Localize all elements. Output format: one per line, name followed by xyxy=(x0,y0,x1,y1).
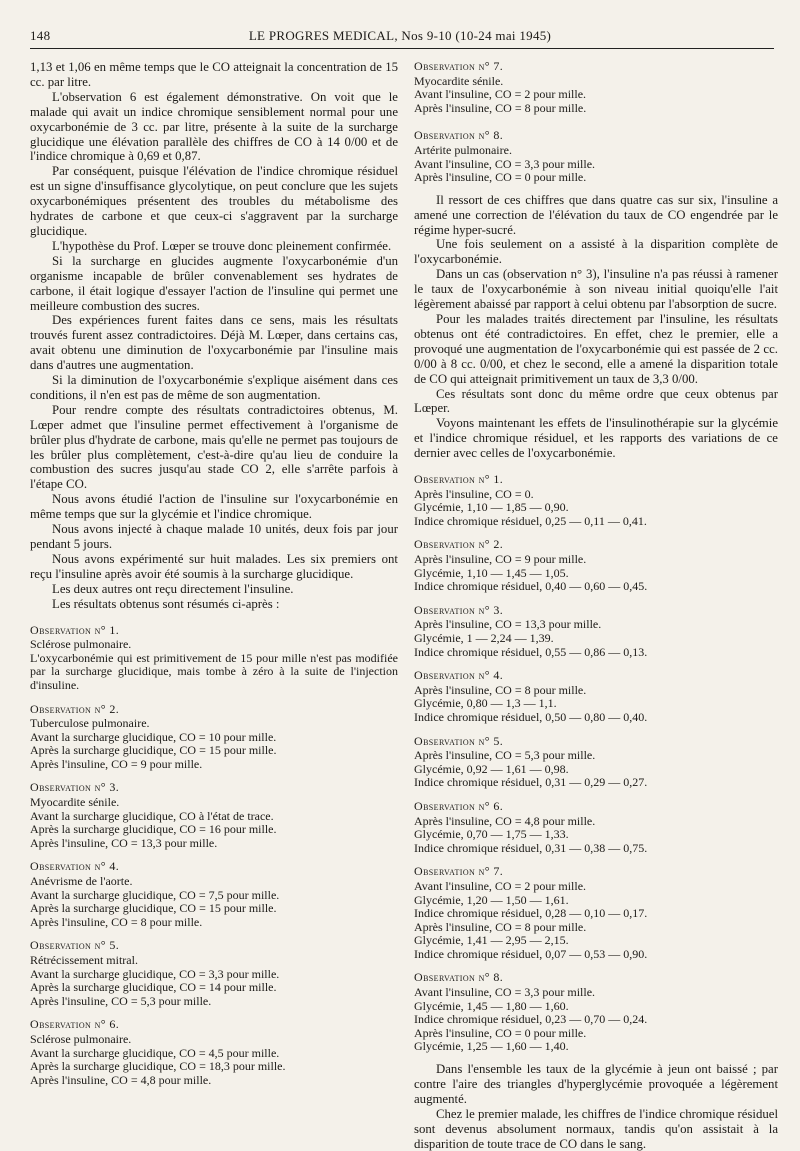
observation-line: Après l'insuline, CO = 0 pour mille. xyxy=(414,170,587,185)
observation-title: Observation n° 8. xyxy=(414,128,504,143)
observation-block xyxy=(414,669,778,724)
paragraph: Il ressort de ces chiffres que dans quatre cas sur six, l'insuline a amené une correction de l'élévation du taux de CO engendrée par le régime hyper-sucré. xyxy=(414,192,778,237)
observation-line: Avant la surcharge glucidique, CO = 7,5 pour mille. xyxy=(30,887,280,902)
observation-line: Myocardite sénile. xyxy=(414,73,504,88)
observation-line: Sclérose pulmonaire. xyxy=(30,1031,132,1046)
observation-title: Observation n° 5. xyxy=(30,938,120,953)
paragraph: Les résultats obtenus sont résumés ci-après : xyxy=(52,596,280,611)
observation-block xyxy=(414,735,778,790)
observation-line: Myocardite sénile. xyxy=(30,795,120,810)
observation-block xyxy=(30,703,398,772)
observation-line: Après la surcharge glucidique, CO = 15 pour mille. xyxy=(30,743,277,758)
spacer xyxy=(414,185,778,193)
observation-line: Après l'insuline, CO = 9 pour mille. xyxy=(30,756,203,771)
observation-title: Observation n° 6. xyxy=(30,1017,120,1032)
observation-line: Avant la surcharge glucidique, CO = 10 pour mille. xyxy=(30,729,277,744)
observation-title: Observation n° 4. xyxy=(30,859,120,874)
observation-title: Observation n° 1. xyxy=(414,472,504,487)
paragraph: Pour les malades traités directement par l'insuline, les résultats obtenus ont été contradictoires. En effet, chez le premier, elle a provoqué une augmentation de l'oxycarbonémie qui est passée de 2 cc. 0/00 à 8 cc. 0/00, et chez le second, elle a amené la disparition totale de CO qui atteignait primitivement un taux de 3,3 0/00. xyxy=(414,312,778,386)
observation-line: Après l'insuline, CO = 5,3 pour mille. xyxy=(30,993,212,1008)
journal-title: LE PROGRES MEDICAL, Nos 9-10 (10-24 mai 1945) xyxy=(248,28,552,43)
observation-line: Glycémie, 0,70 — 1,75 — 1,33. xyxy=(414,827,569,842)
paragraph: Les deux autres ont reçu directement l'insuline. xyxy=(52,581,294,596)
observation-title: Observation n° 3. xyxy=(414,602,504,617)
observation-line: Indice chromique résiduel, 0,31 — 0,38 — 0,75. xyxy=(414,840,648,855)
observation-line: Avant l'insuline, CO = 3,3 pour mille. xyxy=(414,156,596,171)
paragraph: L'hypothèse du Prof. Lœper se trouve donc pleinement confirmée. xyxy=(52,238,392,253)
observation-block xyxy=(414,129,778,184)
paragraph: Voyons maintenant les effets de l'insulinothérapie sur la glycémie et l'indice chromique résiduel, et les rapports des variations de ce dernier avec celles de l'oxycarbonémie. xyxy=(414,416,778,461)
observation-title: Observation n° 2. xyxy=(30,701,120,716)
paragraph: Chez le premier malade, les chiffres de l'indice chromique résiduel sont devenus absolument normaux, tandis qu'on assistait à la disparition de toute trace de CO dans le sang. xyxy=(414,1106,778,1151)
observation-line: Glycémie, 1,10 — 1,85 — 0,90. xyxy=(414,500,569,515)
observation-line: Après l'insuline, CO = 4,8 pour mille. xyxy=(414,813,596,828)
observation-line: Glycémie, 1,45 — 1,80 — 1,60. xyxy=(414,998,569,1013)
observation-line: Glycémie, 0,80 — 1,3 — 1,1. xyxy=(414,696,557,711)
page-number: 148 xyxy=(30,28,51,43)
observation-line: Indice chromique résiduel, 0,40 — 0,60 — 0,45. xyxy=(414,579,648,594)
observation-line: Après la surcharge glucidique, CO = 18,3 pour mille. xyxy=(30,1059,286,1074)
observation-line: Glycémie, 1,25 — 1,60 — 1,40. xyxy=(414,1039,569,1054)
observation-title: Observation n° 7. xyxy=(414,59,504,73)
observation-block xyxy=(30,939,398,1008)
observation-line: Indice chromique résiduel, 0,28 — 0,10 — 0,17. xyxy=(414,906,648,921)
observation-title: Observation n° 8. xyxy=(414,970,504,985)
observation-line: Glycémie, 1 — 2,24 — 1,39. xyxy=(414,631,554,645)
right-column xyxy=(414,60,778,1151)
paragraph: Dans l'ensemble les taux de la glycémie à jeun ont baissé ; par contre l'aire des triangles d'hyperglycémie provoquée a légèrement augmenté. xyxy=(414,1062,778,1106)
paragraph: Nous avons injecté à chaque malade 10 unités, deux fois par jour pendant 5 jours. xyxy=(30,522,398,551)
observation-block xyxy=(30,781,398,850)
paragraph: Pour rendre compte des résultats contradictoires obtenus, M. Lœper admet que l'insuline permet effectivement à l'organisme de brûler plus d'hydrate de carbone, mais qu'elle ne permet pas toujours de les brûler plus complètement, c'est-à-dire qu'au lieu de conduire la combustion des sucres jusqu'au stade CO 2, elle s'arrête parfois à l'étape CO. xyxy=(30,402,398,492)
observation-title: Observation n° 5. xyxy=(414,733,504,748)
observation-line: Après l'insuline, CO = 8 pour mille. xyxy=(414,919,587,934)
observation-line: L'oxycarbonémie qui est primitivement de 15 pour mille n'est pas modifiée par la surcharge glucidique, mais tombe à zéro à la suite de l'injection d'insuline. xyxy=(30,650,398,692)
observation-line: Avant la surcharge glucidique, CO = 3,3 pour mille. xyxy=(30,966,280,981)
paragraph: 1,13 et 1,06 en même temps que le CO atteignait la concentration de 15 cc. par litre. xyxy=(30,60,398,89)
observation-line: Après l'insuline, CO = 8 pour mille. xyxy=(414,682,587,697)
observation-line: Après l'insuline, CO = 8 pour mille. xyxy=(414,100,587,115)
observation-line: Anévrisme de l'aorte. xyxy=(30,874,133,889)
observation-title: Observation n° 7. xyxy=(414,864,504,879)
header-rule xyxy=(30,48,774,49)
observation-line: Indice chromique résiduel, 0,31 — 0,29 — 0,27. xyxy=(414,775,648,790)
paragraph: Si la diminution de l'oxycarbonémie s'explique aisément dans ces conditions, il n'en est pas de même de son augmentation. xyxy=(30,373,398,402)
observation-line: Après l'insuline, CO = 9 pour mille. xyxy=(414,552,587,567)
left-column xyxy=(30,60,398,1087)
observation-block xyxy=(414,800,778,855)
paragraph: Si la surcharge en glucides augmente l'oxycarbonémie d'un organisme incapable de brûler convenablement ses hydrates de carbone, il était logique d'essayer l'action de l'insuline qui permet une meilleure combustion des sucres. xyxy=(30,253,398,313)
paragraph: L'observation 6 est également démonstrative. On voit que le malade qui avait un indice chromique sensiblement normal pour une oxycarbonémie de 3 cc. par litre, présente à la suite de la surcharge glucidique une élévation parallèle des chiffres de CO à 14 0/00 et de l'indice chromique à 0,69 et 0,87. xyxy=(30,89,398,164)
observation-line: Après l'insuline, CO = 13,3 pour mille. xyxy=(414,617,602,632)
observation-block xyxy=(30,860,398,929)
observation-line: Indice chromique résiduel, 0,07 — 0,53 — 0,90. xyxy=(414,946,648,961)
paragraph: Ces résultats sont donc du même ordre que ceux obtenus par Lœper. xyxy=(414,386,778,416)
observation-line: Indice chromique résiduel, 0,23 — 0,70 — 0,24. xyxy=(414,1012,648,1027)
observation-block xyxy=(30,1018,398,1087)
observation-title: Observation n° 1. xyxy=(30,622,120,637)
observation-line: Après la surcharge glucidique, CO = 15 pour mille. xyxy=(30,901,277,916)
observation-line: Après l'insuline, CO = 5,3 pour mille. xyxy=(414,748,596,763)
observation-line: Après la surcharge glucidique, CO = 14 pour mille. xyxy=(30,980,277,995)
observation-line: Avant l'insuline, CO = 2 pour mille. xyxy=(414,878,587,893)
observation-line: Après la surcharge glucidique, CO = 16 pour mille. xyxy=(30,822,277,837)
observation-line: Avant la surcharge glucidique, CO à l'état de trace. xyxy=(30,808,274,823)
observation-title: Observation n° 2. xyxy=(414,537,504,552)
paragraph: Par conséquent, puisque l'élévation de l'indice chromique résiduel est un signe d'insuffisance glycolytique, on peut conclure que les sujets oxycarbonémiques présentent des troubles du métabolisme des hydrates de carbone et que ceux-ci s'aggravent par la surcharge glucidique. xyxy=(30,164,398,238)
observation-line: Tuberculose pulmonaire. xyxy=(30,716,150,731)
running-header xyxy=(30,28,770,48)
paragraph: Dans un cas (observation n° 3), l'insuline n'a pas réussi à ramener le taux de l'oxycarbonémie à son niveau initial quoiqu'elle l'ait légèrement abaissé par rapport à celui obtenu par l'absorption de sucre. xyxy=(414,267,778,312)
observation-line: Avant l'insuline, CO = 3,3 pour mille. xyxy=(414,985,596,1000)
observation-block xyxy=(414,60,778,115)
spacer xyxy=(414,1054,778,1062)
observation-line: Rétrécissement mitral. xyxy=(30,953,138,967)
observation-title: Observation n° 6. xyxy=(414,798,504,813)
observation-title: Observation n° 3. xyxy=(30,780,120,795)
observation-line: Avant la surcharge glucidique, CO = 4,5 pour mille. xyxy=(30,1045,280,1060)
observation-title: Observation n° 4. xyxy=(414,668,504,683)
observation-line: Indice chromique résiduel, 0,50 — 0,80 — 0,40. xyxy=(414,709,648,724)
observation-block xyxy=(414,604,778,659)
observation-line: Artérite pulmonaire. xyxy=(414,142,512,157)
paragraph: Une fois seulement on a assisté à la disparition complète de l'oxycarbonémie. xyxy=(414,237,778,267)
paragraph: Nous avons expérimenté sur huit malades. Les six premiers ont reçu l'insuline après avoir été soumis à la surcharge glucidique. xyxy=(30,551,398,581)
observation-line: Après l'insuline, CO = 8 pour mille. xyxy=(30,914,203,929)
observation-block xyxy=(414,538,778,593)
observation-line: Indice chromique résiduel, 0,55 — 0,86 — 0,13. xyxy=(414,644,648,659)
observation-line: Après l'insuline, CO = 0 pour mille. xyxy=(414,1025,587,1040)
observation-block xyxy=(414,971,778,1054)
observation-line: Glycémie, 1,41 — 2,95 — 2,15. xyxy=(414,933,569,948)
observation-line: Après l'insuline, CO = 13,3 pour mille. xyxy=(30,835,218,850)
observation-line: Avant l'insuline, CO = 2 pour mille. xyxy=(414,87,587,102)
observation-line: Après l'insuline, CO = 4,8 pour mille. xyxy=(30,1072,212,1087)
paragraph: Des expériences furent faites dans ce sens, mais les résultats trouvés furent assez contradictoires. Déjà M. Lœper, dans certains cas, avait obtenu une diminution de l'oxycarbonémie par l'insuline mais dans d'autres une augmentation. xyxy=(30,313,398,373)
observation-line: Glycémie, 1,20 — 1,50 — 1,61. xyxy=(414,892,569,907)
observation-line: Après l'insuline, CO = 0. xyxy=(414,486,534,501)
observation-line: Indice chromique résiduel, 0,25 — 0,11 — 0,41. xyxy=(414,513,647,528)
observation-block xyxy=(414,473,778,528)
observation-block xyxy=(414,865,778,961)
observation-block xyxy=(30,624,398,693)
observation-line: Glycémie, 1,10 — 1,45 — 1,05. xyxy=(414,565,569,580)
paragraph: Nous avons étudié l'action de l'insuline sur l'oxycarbonémie en même temps que sur la glycémie et l'indice chromique. xyxy=(30,492,398,522)
observation-line: Glycémie, 0,92 — 1,61 — 0,98. xyxy=(414,761,569,776)
observation-line: Sclérose pulmonaire. xyxy=(30,637,132,652)
